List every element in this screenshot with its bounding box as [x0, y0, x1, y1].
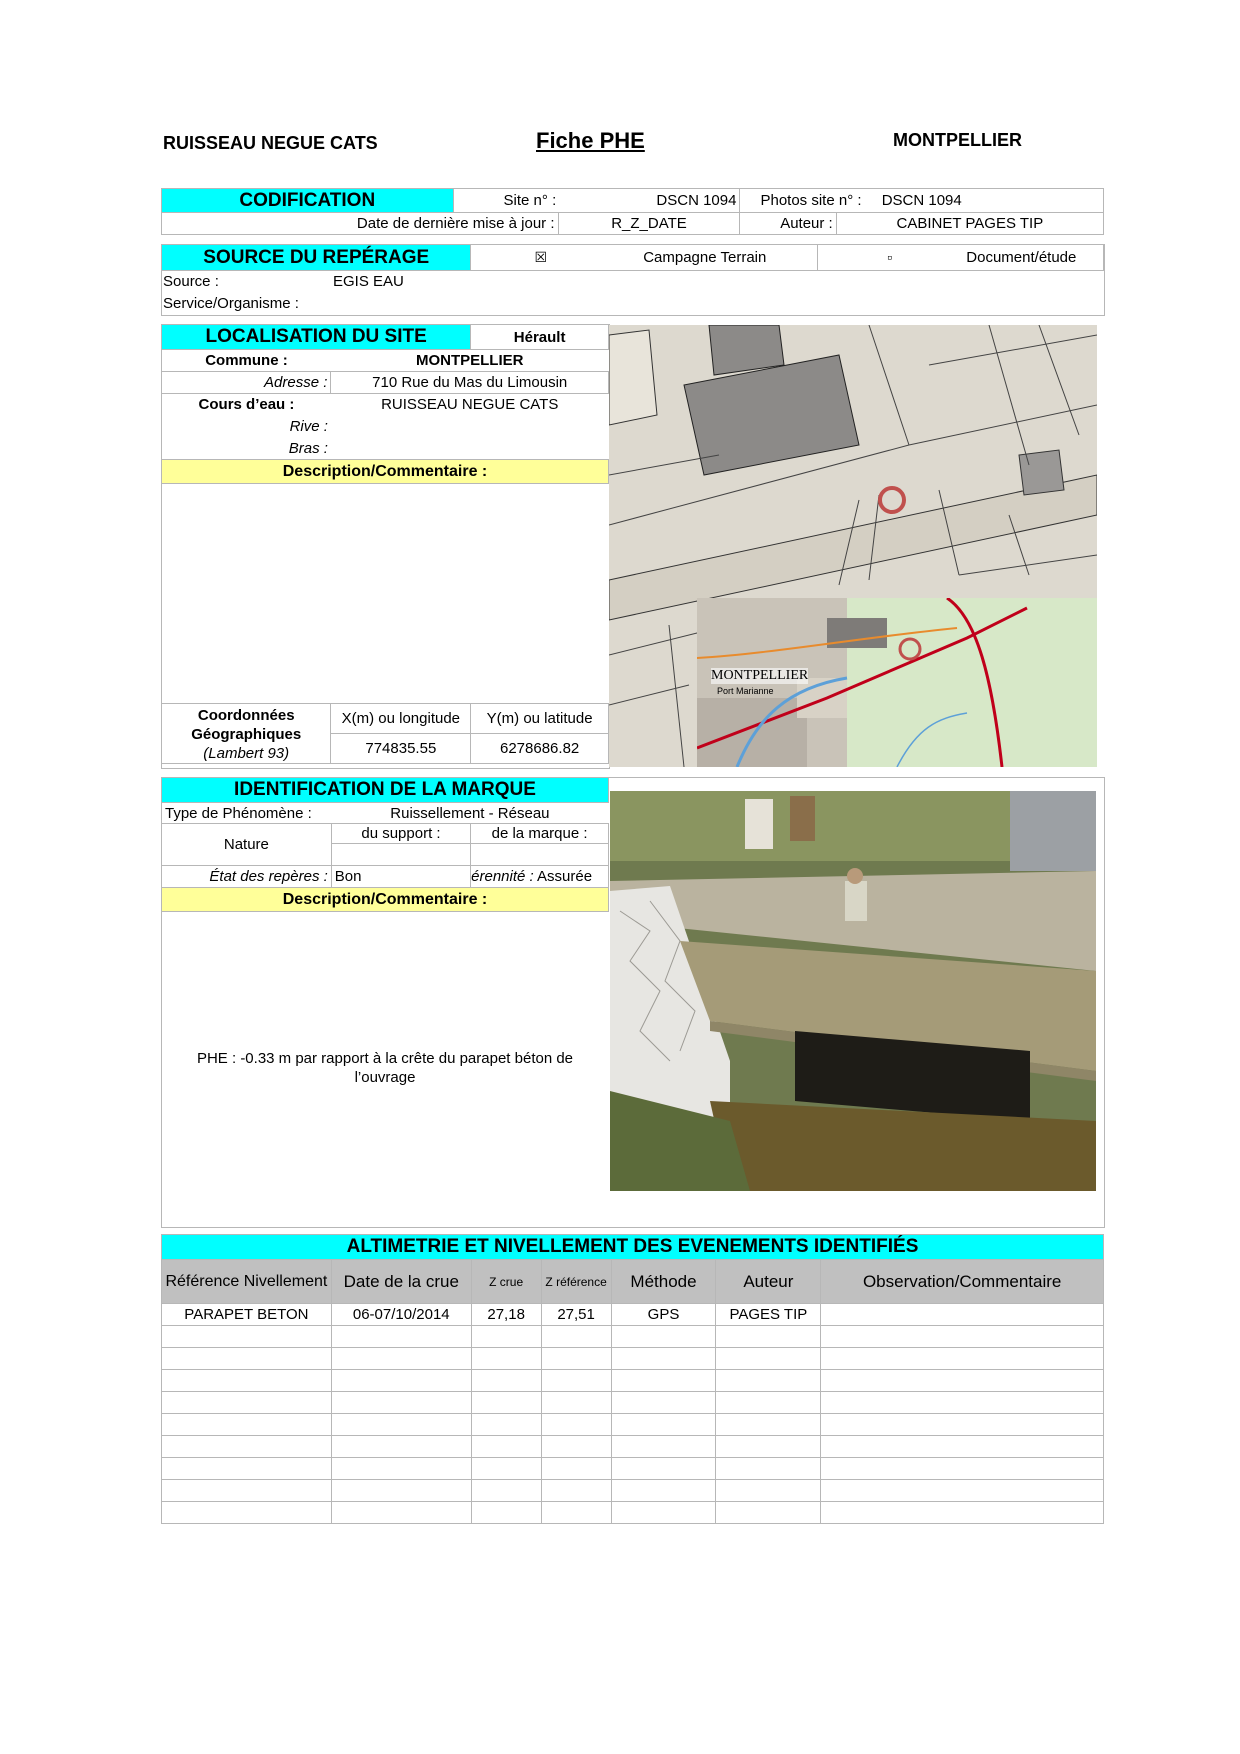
perennity-cell — [471, 866, 609, 888]
y-label: Y(m) ou latitude — [471, 704, 609, 734]
empty-row — [162, 1480, 1104, 1502]
empty-row — [162, 1348, 1104, 1370]
coords-label-line3: (Lambert 93) — [203, 745, 290, 762]
cadastral-map — [609, 325, 1097, 767]
perennity-label: érennité : — [471, 868, 534, 885]
coords-label-line1: Coordonnées — [197, 707, 295, 724]
author-label: Auteur : — [740, 213, 836, 235]
row-observation — [821, 1304, 1104, 1326]
source-label: Source : — [163, 273, 219, 290]
inset-sub-label: Port Marianne — [717, 686, 774, 696]
row-auteur: PAGES TIP — [716, 1304, 821, 1326]
address-label: Adresse : — [162, 372, 331, 394]
topographic-inset-map — [697, 598, 1097, 767]
commune-label: Commune : — [162, 350, 331, 372]
x-value: 774835.55 — [331, 734, 471, 764]
row-methode: GPS — [611, 1304, 716, 1326]
localisation-desc-heading: Description/Commentaire : — [162, 460, 609, 484]
campagne-label: Campagne Terrain — [643, 249, 767, 266]
city-header: MONTPELLIER — [893, 130, 1022, 150]
source-heading: SOURCE DU REPÉRAGE — [162, 245, 471, 271]
row-z-reference: 27,51 — [541, 1304, 611, 1326]
altimetrie-heading: ALTIMETRIE ET NIVELLEMENT DES EVENEMENTS IDENTIFIÉS — [162, 1235, 1104, 1260]
river-label: Cours d’eau : — [162, 394, 331, 416]
col-z-reference: Z référence — [541, 1260, 611, 1304]
bank-label: Rive : — [162, 416, 331, 438]
source-value: EGIS EAU — [333, 273, 404, 290]
site-cell — [453, 189, 740, 213]
codification-heading: CODIFICATION — [162, 189, 454, 213]
localisation-table — [161, 324, 609, 764]
codification-table — [161, 188, 1104, 235]
source-table — [161, 244, 1104, 271]
col-auteur: Auteur — [716, 1260, 821, 1304]
localisation-heading: LOCALISATION DU SITE — [162, 325, 471, 350]
perennity-value: Assurée — [537, 868, 593, 885]
empty-row — [162, 1458, 1104, 1480]
river-name-header: RUISSEAU NEGUE CATS — [163, 133, 378, 153]
branch-label: Bras : — [162, 438, 331, 460]
x-label: X(m) ou longitude — [331, 704, 471, 734]
unchecked-checkbox[interactable]: ▫ — [887, 249, 893, 265]
address-value: 710 Rue du Mas du Limousin — [331, 372, 609, 394]
inset-city-label: MONTPELLIER — [711, 668, 809, 683]
page-title: Fiche PHE — [536, 128, 645, 153]
photos-value: DSCN 1094 — [881, 192, 962, 209]
site-label: Site n° : — [503, 192, 557, 209]
site-photo — [610, 791, 1096, 1191]
altimetrie-table — [161, 1234, 1104, 1524]
col-observation: Observation/Commentaire — [821, 1260, 1104, 1304]
mark-label: de la marque : — [471, 824, 609, 844]
phe-description: PHE : -0.33 m par rapport à la crête du parapet béton de l’ouvrage — [196, 1050, 574, 1086]
type-label: Type de Phénomène : — [162, 803, 332, 824]
empty-row — [162, 1436, 1104, 1458]
nature-label: Nature — [162, 824, 332, 866]
altimetrie-header-row — [162, 1260, 1104, 1304]
document-label: Document/étude — [966, 249, 1077, 266]
photos-cell — [740, 189, 1104, 213]
y-value: 6278686.82 — [471, 734, 609, 764]
date-value: R_Z_DATE — [558, 213, 740, 235]
river-value: RUISSEAU NEGUE CATS — [381, 396, 559, 414]
state-value: Bon — [331, 866, 470, 888]
empty-row — [162, 1414, 1104, 1436]
site-value: DSCN 1094 — [656, 192, 737, 209]
empty-row — [162, 1370, 1104, 1392]
row-reference: PARAPET BETON — [162, 1304, 332, 1326]
empty-row — [162, 1392, 1104, 1414]
coords-label — [162, 704, 331, 764]
photos-label: Photos site n° : — [760, 192, 862, 209]
col-z-crue: Z crue — [471, 1260, 541, 1304]
commune-value: MONTPELLIER — [415, 352, 524, 369]
identification-heading: IDENTIFICATION DE LA MARQUE — [162, 778, 609, 803]
row-z-crue: 27,18 — [471, 1304, 541, 1326]
department-value: Hérault — [471, 325, 609, 350]
col-reference: Référence Nivellement — [162, 1260, 332, 1304]
support-label: du support : — [331, 824, 470, 844]
state-label: État des repères : — [162, 866, 332, 888]
type-value: Ruissellement - Réseau — [390, 804, 550, 822]
table-row — [162, 1304, 1104, 1326]
coords-label-line2: Géographiques — [191, 726, 302, 743]
identification-desc-heading: Description/Commentaire : — [162, 888, 609, 912]
campagne-option[interactable] — [471, 245, 818, 271]
checked-checkbox[interactable]: ☒ — [534, 249, 548, 265]
empty-row — [162, 1326, 1104, 1348]
author-value: CABINET PAGES TIP — [836, 213, 1103, 235]
site-photo-drawing — [610, 791, 1096, 1191]
document-option[interactable] — [818, 245, 1104, 271]
row-date: 06-07/10/2014 — [331, 1304, 471, 1326]
identification-table — [161, 777, 609, 912]
service-label: Service/Organisme : — [163, 295, 299, 312]
col-methode: Méthode — [611, 1260, 716, 1304]
empty-row — [162, 1502, 1104, 1524]
col-date: Date de la crue — [331, 1260, 471, 1304]
date-label: Date de dernière mise à jour : — [162, 213, 559, 235]
